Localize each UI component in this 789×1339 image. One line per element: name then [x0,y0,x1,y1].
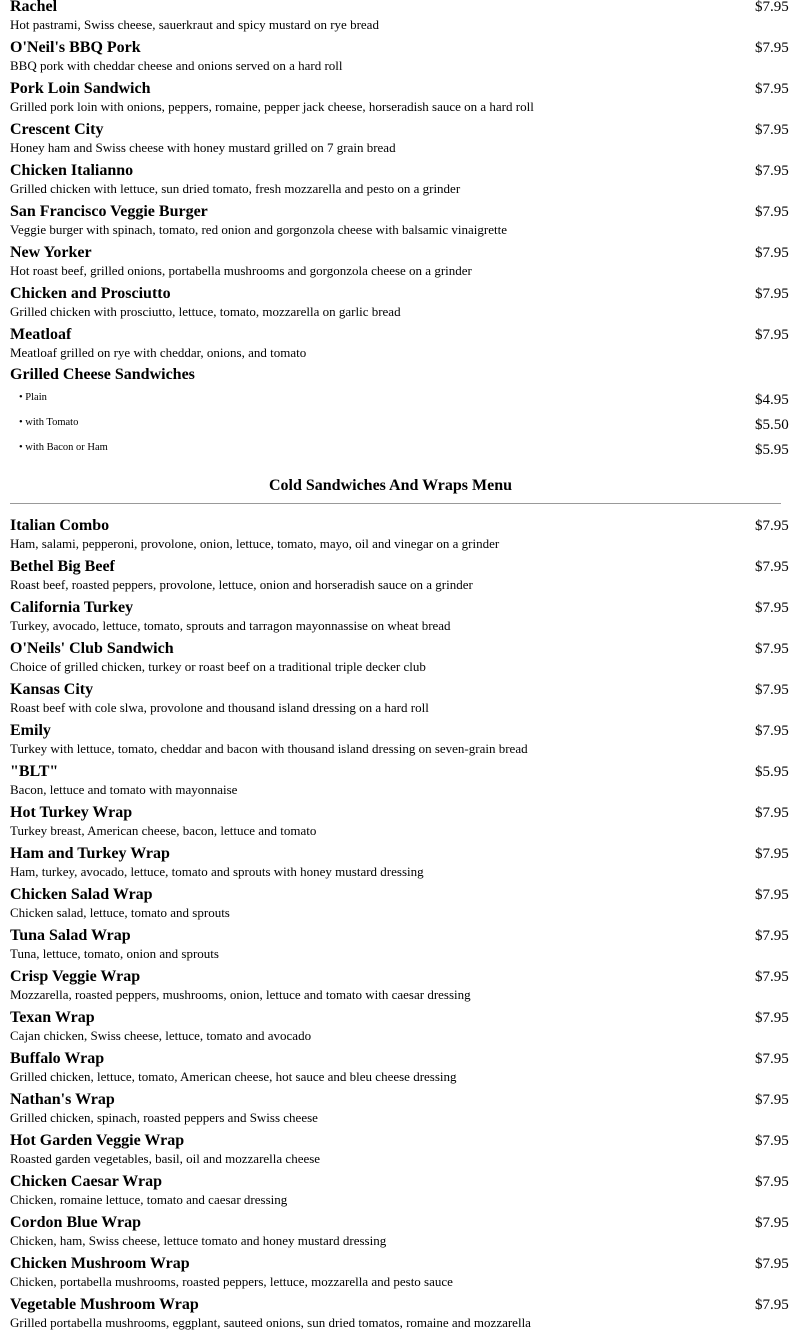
section-divider [10,503,781,504]
menu-item-name: Emily [10,722,51,739]
menu-item-name: Vegetable Mushroom Wrap [10,1296,199,1313]
menu-item-name: Ham and Turkey Wrap [10,845,170,862]
menu-item-price: $7.95 [755,518,789,534]
menu-item-description: Turkey, avocado, lettuce, tomato, sprouts and tarragon mayonnassise on wheat bread [10,618,451,633]
menu-item-name: Nathan's Wrap [10,1091,115,1108]
menu-item-description: Roasted garden vegetables, basil, oil and mozzarella cheese [10,1151,321,1166]
grilled-cheese-option [10,417,789,443]
menu-item [10,517,789,560]
menu-item [10,80,789,123]
menu-item-description: Choice of grilled chicken, turkey or roast beef on a traditional triple decker club [10,659,426,674]
menu-item [10,927,789,970]
option-price: $5.50 [755,417,789,433]
menu-item [10,558,789,601]
menu-item [10,804,789,847]
menu-item-price: $7.95 [755,1051,789,1067]
menu-item-description: Hot pastrami, Swiss cheese, sauerkraut and spicy mustard on rye bread [10,17,379,32]
menu-item-name: Chicken Mushroom Wrap [10,1255,190,1272]
menu-item-price: $7.95 [755,286,789,302]
menu-item-description: Tuna, lettuce, tomato, onion and sprouts [10,946,219,961]
menu-item-price: $7.95 [755,40,789,56]
menu-item-price: $7.95 [755,122,789,138]
menu-item [10,1296,789,1339]
menu-item-description: Chicken salad, lettuce, tomato and sprouts [10,905,230,920]
menu-item-description: Veggie burger with spinach, tomato, red onion and gorgonzola cheese with balsamic vinaigrette [10,222,507,237]
menu-item [10,599,789,642]
menu-item [10,162,789,205]
menu-item-name: O'Neils' Club Sandwich [10,640,174,657]
menu-item-price: $7.95 [755,1092,789,1108]
menu-item [10,244,789,287]
menu-item-price: $7.95 [755,1174,789,1190]
menu-item-name: Crescent City [10,121,104,138]
grilled-cheese-title: Grilled Cheese Sandwiches [10,366,195,383]
menu-item-price: $7.95 [755,641,789,657]
menu-item [10,886,789,929]
option-price: $4.95 [755,392,789,408]
menu-item-description: Chicken, ham, Swiss cheese, lettuce tomato and honey mustard dressing [10,1233,387,1248]
menu-item-name: Hot Garden Veggie Wrap [10,1132,185,1149]
menu-item [10,722,789,765]
menu-item [10,1255,789,1298]
menu-item [10,1132,789,1175]
menu-item-description: Chicken, romaine lettuce, tomato and caesar dressing [10,1192,288,1207]
menu-item-description: Ham, turkey, avocado, lettuce, tomato and sprouts with honey mustard dressing [10,864,424,879]
menu-item-description: Roast beef, roasted peppers, provolone, lettuce, onion and horseradish sauce on a grinder [10,577,473,592]
menu-item [10,1173,789,1216]
menu-item-description: Grilled chicken with prosciutto, lettuce, tomato, mozzarella on garlic bread [10,304,401,319]
menu-item-name: Tuna Salad Wrap [10,927,131,944]
menu-item-price: $7.95 [755,887,789,903]
menu-item-price: $7.95 [755,928,789,944]
grilled-cheese-option [10,392,789,418]
menu-item-price: $7.95 [755,682,789,698]
menu-item-price: $5.95 [755,764,789,780]
menu-item-description: Ham, salami, pepperoni, provolone, onion, lettuce, tomato, mayo, oil and vinegar on a grinder [10,536,500,551]
menu-item [10,968,789,1011]
menu-item-description: Grilled chicken, spinach, roasted peppers and Swiss cheese [10,1110,318,1125]
menu-item-price: $7.95 [755,204,789,220]
menu-item-name: Buffalo Wrap [10,1050,105,1067]
option-price: $5.95 [755,442,789,458]
menu-item [10,1050,789,1093]
menu-item-price: $7.95 [755,1215,789,1231]
menu-item-description: Turkey with lettuce, tomato, cheddar and bacon with thousand island dressing on seven-grain bread [10,741,528,756]
menu-item [10,681,789,724]
menu-item-description: Grilled chicken with lettuce, sun dried tomato, fresh mozzarella and pesto on a grinder [10,181,461,196]
menu-item-price: $7.95 [755,969,789,985]
menu-item [10,640,789,683]
menu-item-description: Cajan chicken, Swiss cheese, lettuce, tomato and avocado [10,1028,312,1043]
menu-item [10,121,789,164]
menu-item-price: $7.95 [755,723,789,739]
grilled-cheese-option [10,442,789,468]
menu-item-price: $7.95 [755,0,789,15]
menu-item [10,845,789,888]
menu-item-description: Meatloaf grilled on rye with cheddar, onions, and tomato [10,345,307,360]
menu-item-description: Bacon, lettuce and tomato with mayonnaise [10,782,238,797]
menu-item-price: $7.95 [755,846,789,862]
menu-item-price: $7.95 [755,1010,789,1026]
menu-item-description: Grilled portabella mushrooms, eggplant, sauteed onions, sun dried tomatos, romaine and mozzarella [10,1315,531,1330]
option-label: • Plain [19,392,47,403]
option-label: • with Tomato [19,417,79,428]
menu-item-name: Cordon Blue Wrap [10,1214,141,1231]
menu-item-price: $7.95 [755,163,789,179]
menu-item-name: San Francisco Veggie Burger [10,203,208,220]
menu-item-description: Grilled pork loin with onions, peppers, romaine, pepper jack cheese, horseradish sauce on a hard roll [10,99,534,114]
menu-item [10,1091,789,1134]
menu-item-price: $7.95 [755,327,789,343]
option-label: • with Bacon or Ham [19,442,108,453]
menu-item-name: Hot Turkey Wrap [10,804,133,821]
menu-item [10,39,789,82]
menu-item-name: Crisp Veggie Wrap [10,968,141,985]
menu-item-name: O'Neil's BBQ Pork [10,39,141,56]
menu-item [10,0,789,41]
menu-item-price: $7.95 [755,81,789,97]
menu-item-price: $7.95 [755,559,789,575]
menu-item [10,763,789,806]
menu-item-name: Rachel [10,0,58,15]
menu-item-description: Mozzarella, roasted peppers, mushrooms, onion, lettuce and tomato with caesar dressing [10,987,471,1002]
menu-item-name: California Turkey [10,599,134,616]
menu-item [10,203,789,246]
menu-item-name: "BLT" [10,763,59,780]
menu-item-name: Bethel Big Beef [10,558,115,575]
cold-section-title: Cold Sandwiches And Wraps Menu [268,477,513,494]
menu-item-name: Chicken Caesar Wrap [10,1173,163,1190]
menu-item-description: Chicken, portabella mushrooms, roasted peppers, lettuce, mozzarella and pesto sauce [10,1274,453,1289]
menu-item-price: $7.95 [755,600,789,616]
menu-item-name: Pork Loin Sandwich [10,80,151,97]
menu-item-name: New Yorker [10,244,92,261]
menu-item-name: Meatloaf [10,326,72,343]
menu-item [10,1009,789,1052]
menu-item-name: Chicken Italianno [10,162,134,179]
menu-item-description: BBQ pork with cheddar cheese and onions served on a hard roll [10,58,343,73]
menu-item-name: Italian Combo [10,517,110,534]
menu-item-price: $7.95 [755,1297,789,1313]
menu-item-description: Grilled chicken, lettuce, tomato, American cheese, hot sauce and bleu cheese dressing [10,1069,457,1084]
menu-item-name: Chicken and Prosciutto [10,285,171,302]
menu-item [10,326,789,369]
menu-item-name: Kansas City [10,681,94,698]
menu-item-price: $7.95 [755,245,789,261]
menu-item-price: $7.95 [755,805,789,821]
menu-item [10,1214,789,1257]
menu-item-description: Honey ham and Swiss cheese with honey mustard grilled on 7 grain bread [10,140,396,155]
menu-item-price: $7.95 [755,1133,789,1149]
menu-item-description: Roast beef with cole slwa, provolone and thousand island dressing on a hard roll [10,700,429,715]
menu-item-name: Texan Wrap [10,1009,95,1026]
menu-item-description: Turkey breast, American cheese, bacon, lettuce and tomato [10,823,317,838]
menu-item-price: $7.95 [755,1256,789,1272]
menu-item [10,285,789,328]
menu-item-description: Hot roast beef, grilled onions, portabella mushrooms and gorgonzola cheese on a grinder [10,263,472,278]
menu-item-name: Chicken Salad Wrap [10,886,153,903]
